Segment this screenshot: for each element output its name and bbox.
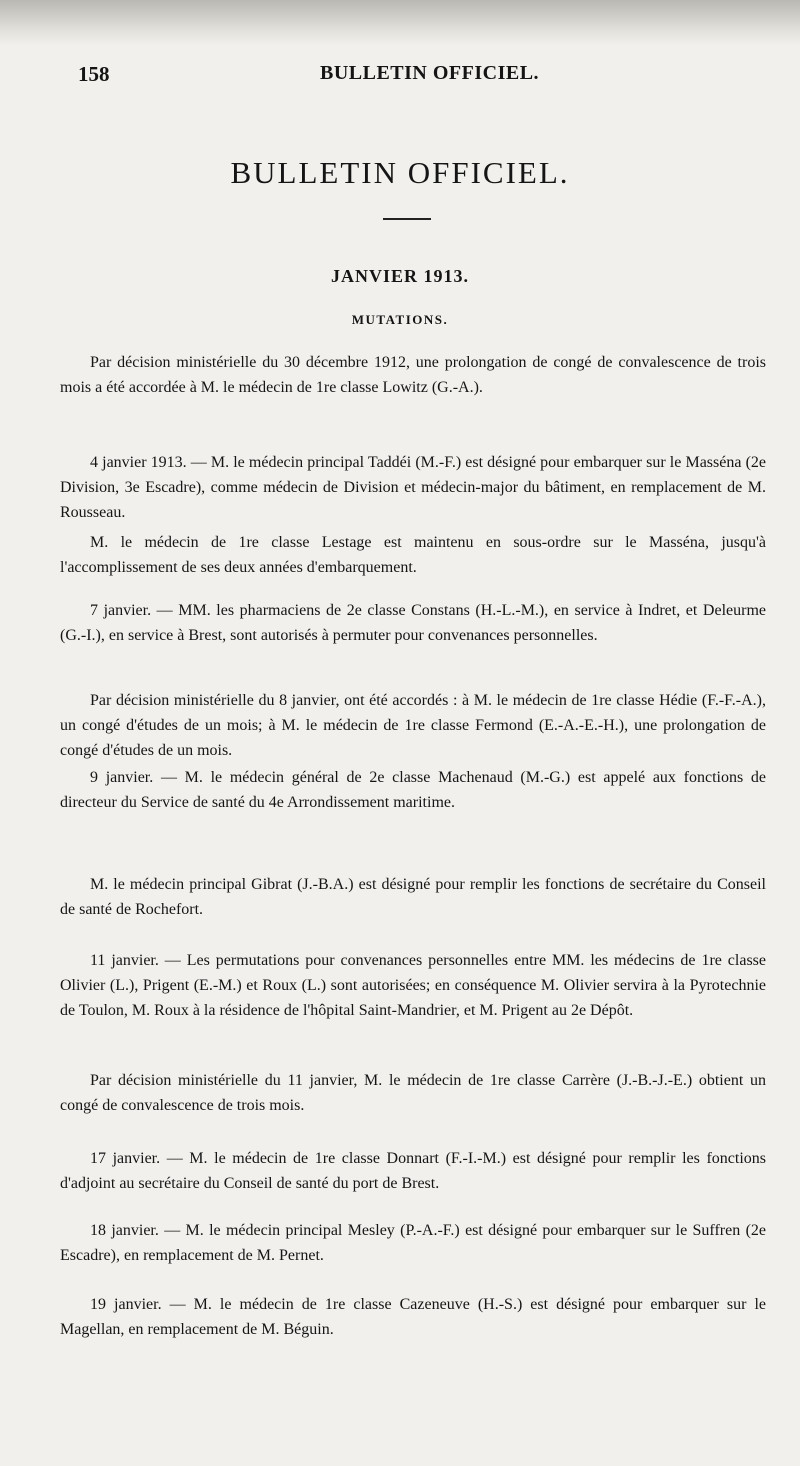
title-rule — [383, 218, 431, 220]
paragraph: 9 janvier. — M. le médecin général de 2e classe Machenaud (M.-G.) est appelé aux fonctions de directeur du Service de santé du 4e Arrondissement maritime. — [60, 769, 766, 811]
paragraph: 18 janvier. — M. le médecin principal Mesley (P.-A.-F.) est désigné pour embarquer sur le Suffren (2e Escadre), en remplacement de M. Pernet. — [60, 1222, 766, 1264]
paragraph: Par décision ministérielle du 11 janvier, M. le médecin de 1re classe Carrère (J.-B.-J.-E.) obtient un congé de convalescence de trois mois. — [60, 1072, 766, 1114]
document-title: BULLETIN OFFICIEL. — [230, 155, 570, 190]
paragraph: 11 janvier. — Les permutations pour convenances personnelles entre MM. les médecins de 1re classe Olivier (L.), Prigent (E.-M.) et Roux (L.) sont autorisées; en conséquence M. Olivier servira à la Pyrotechnie de Toulon, M. Roux à la résidence de l'hôpital Saint-Mandrier, et M. Prigent au 2e Dépôt. — [60, 952, 766, 1019]
paragraph: M. le médecin de 1re classe Lestage est maintenu en sous-ordre sur le Masséna, jusqu'à l'accomplissement de ses deux années d'embarquement. — [60, 534, 766, 576]
paragraph: M. le médecin principal Gibrat (J.-B.A.) est désigné pour remplir les fonctions de secrétaire du Conseil de santé de Rochefort. — [60, 876, 766, 918]
paragraph: 7 janvier. — MM. les pharmaciens de 2e classe Constans (H.-L.-M.), en service à Indret, et Deleurme (G.-I.), en service à Brest, sont autorisés à permuter pour convenances personnelles. — [60, 602, 766, 644]
paragraph: 17 janvier. — M. le médecin de 1re classe Donnart (F.-I.-M.) est désigné pour remplir les fonctions d'adjoint au secrétaire du Conseil de santé du port de Brest. — [60, 1150, 766, 1192]
paragraph: 19 janvier. — M. le médecin de 1re classe Cazeneuve (H.-S.) est désigné pour embarquer sur le Magellan, en remplacement de M. Béguin. — [60, 1296, 766, 1338]
paragraph: 4 janvier 1913. — M. le médecin principal Taddéi (M.-F.) est désigné pour embarquer sur le Masséna (2e Division, 3e Escadre), comme médecin de Division et médecin-major du bâtiment, en remplacement de M. Rousseau. — [60, 454, 766, 521]
paragraph: Par décision ministérielle du 30 décembre 1912, une prolongation de congé de convalescence de trois mois a été accordée à M. le médecin de 1re classe Lowitz (G.-A.). — [60, 354, 766, 396]
page-number: 158 — [78, 62, 110, 86]
running-header — [0, 58, 800, 88]
running-title: BULLETIN OFFICIEL. — [320, 62, 540, 84]
page-top-edge — [0, 0, 800, 46]
paragraph: Par décision ministérielle du 8 janvier, ont été accordés : à M. le médecin de 1re classe Hédie (F.-F.-A.), un congé d'études de un mois; à M. le médecin de 1re classe Fermond (E.-A.-E.-H.), une prolongation de congé d'études de un mois. — [60, 692, 766, 759]
month-heading: JANVIER 1913. — [330, 266, 469, 286]
section-heading: MUTATIONS. — [351, 312, 449, 327]
